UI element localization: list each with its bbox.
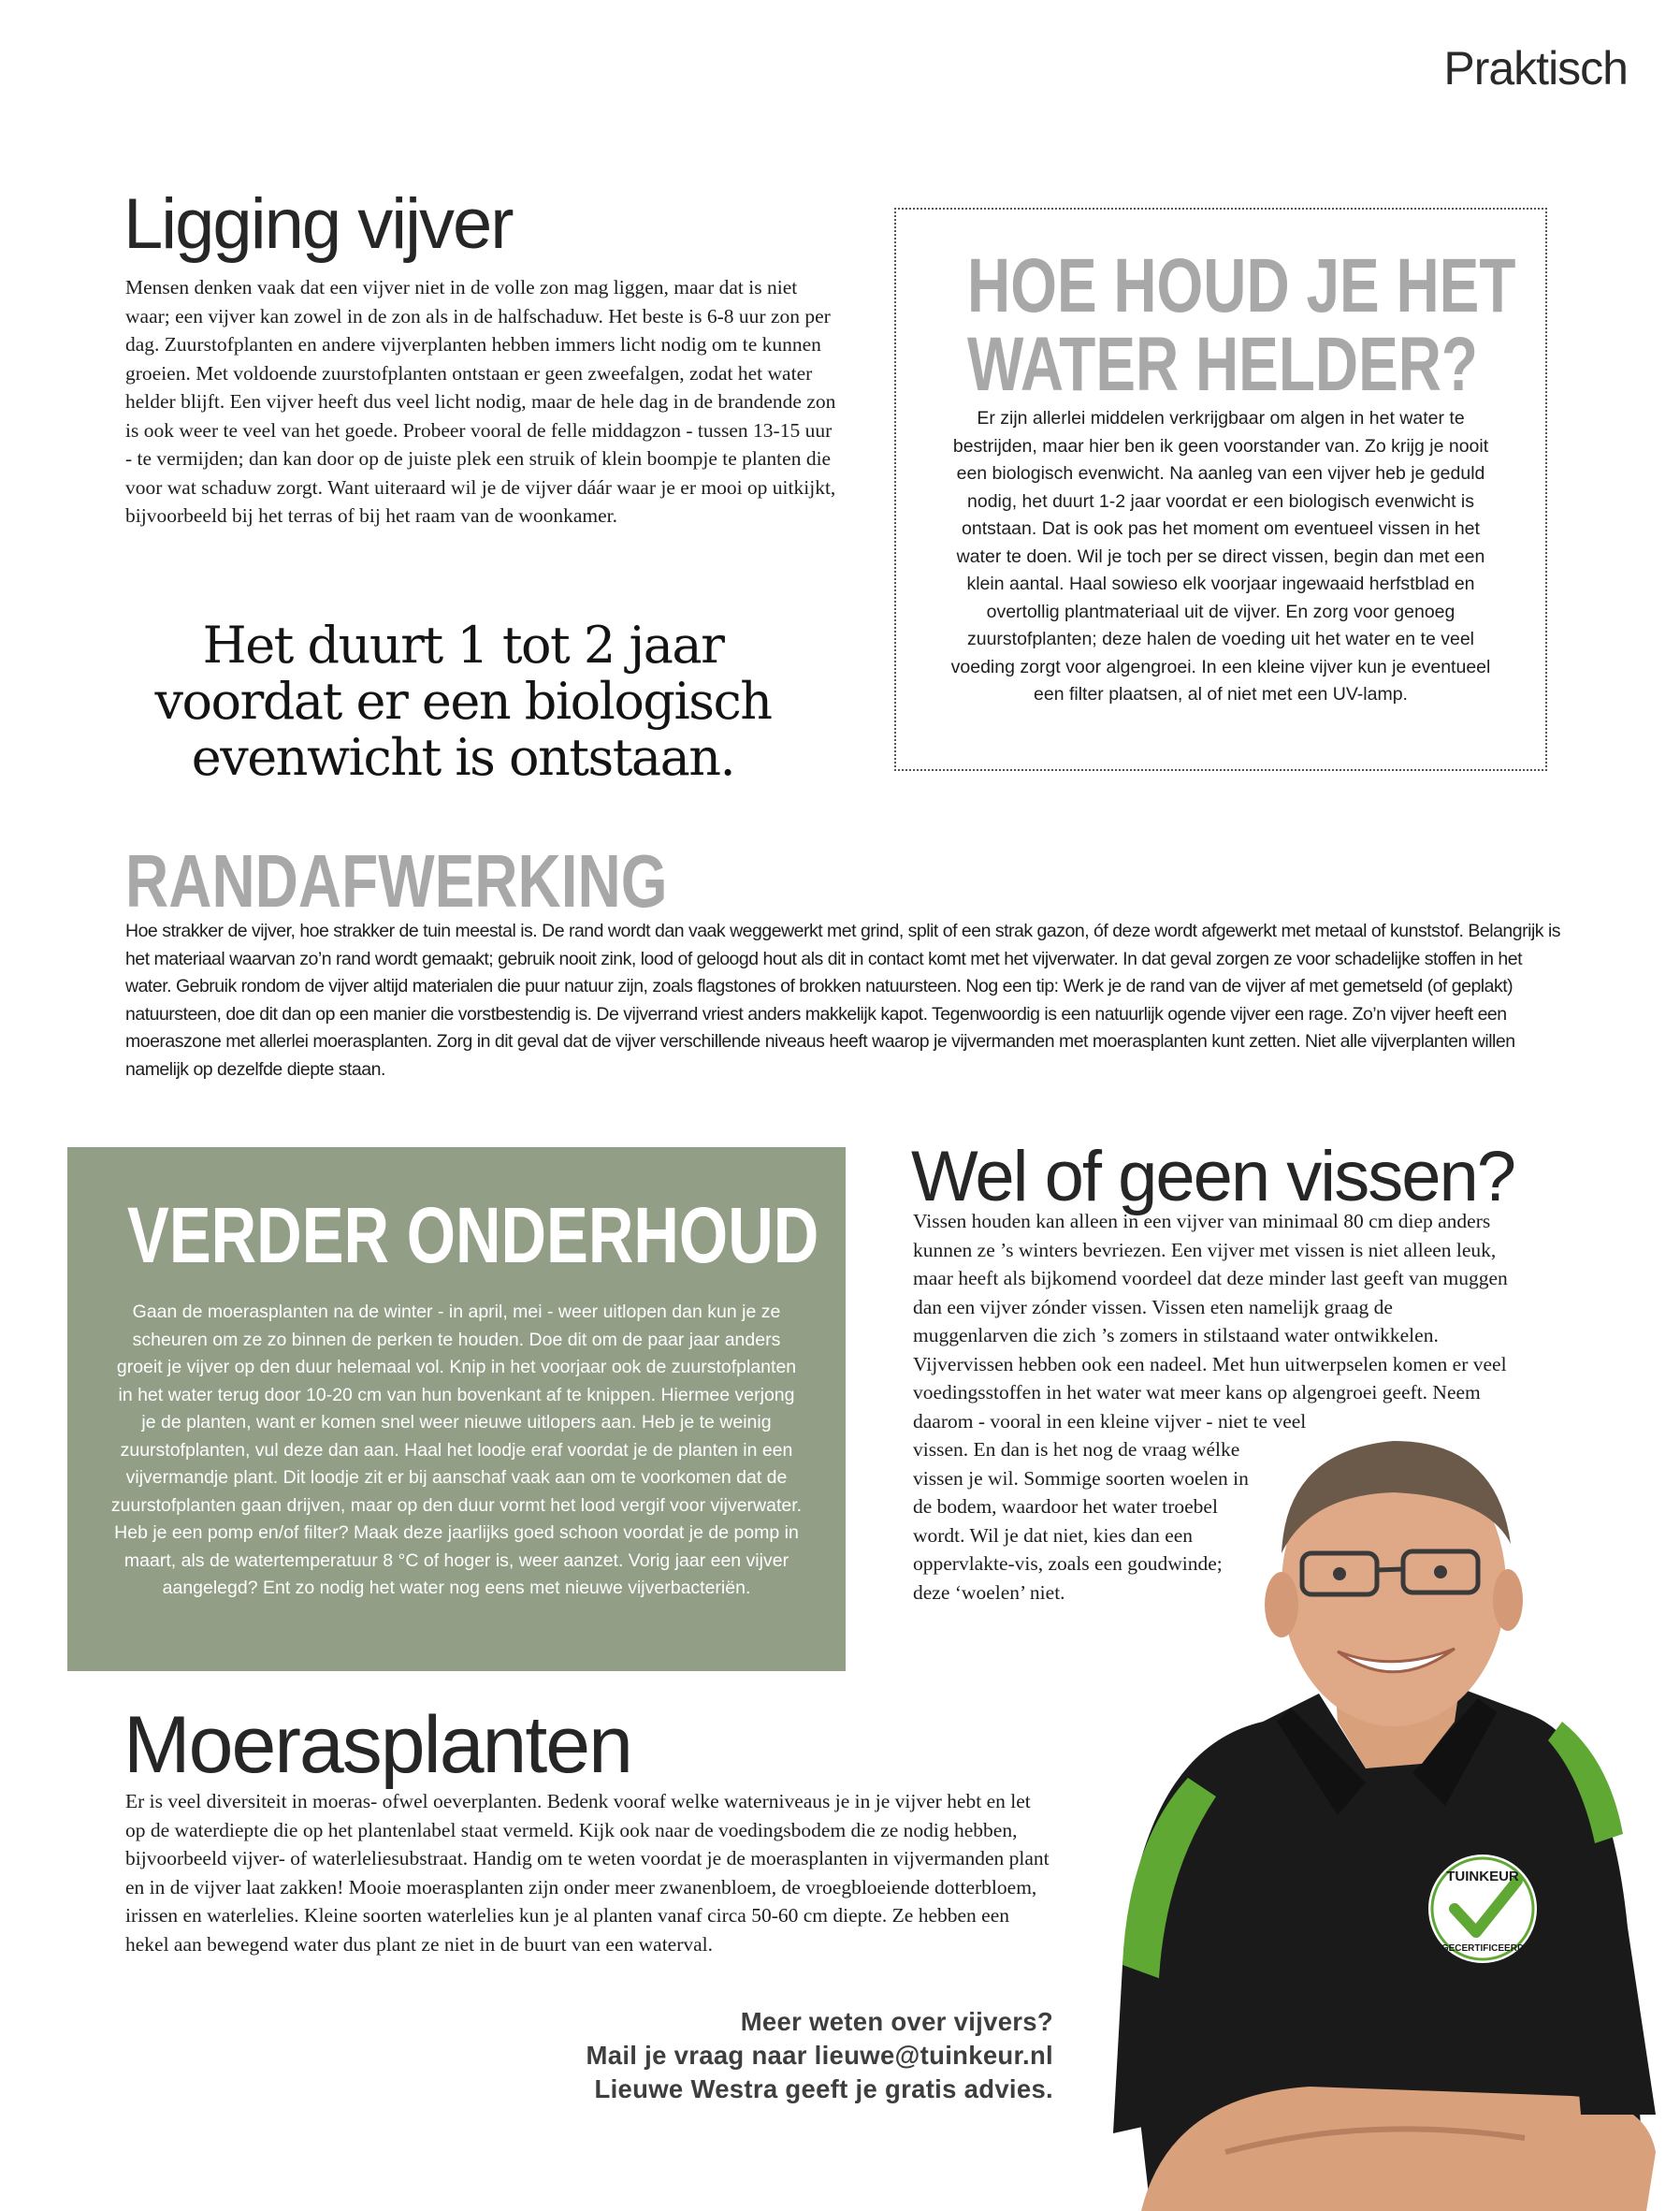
glasses-bridge <box>1377 1569 1403 1570</box>
section-label: Praktisch <box>1443 42 1628 95</box>
advice-line: Lieuwe Westra geeft je gratis advies. <box>594 2074 1053 2103</box>
helder-body: Er zijn allerlei middelen verkrijgbaar om algen in het water te bestrijden, maar hier ben ik geen voorstander van. Zo krijg je nooit een biologisch evenwicht. Na aanleg van een vijver heb je geduld nodig, het duurt 1-2 jaar voordat er een biologisch evenwicht is ontstaan. Dat is ook pas het moment om eventueel vissen in het water te doen. Wil je toch per se direct vissen, begin dan met een klein aantal. Haal sowieso elk voorjaar ingewaaid herfstblad en overtollig plantmateriaal uit de vijver. En zorg voor genoeg zuurstofplanten; deze halen de voeding uit het water en te veel voeding zorgt voor algengroei. In een kleine vijver kun je eventueel een filter plaatsen, al of niet met een UV-lamp. <box>950 408 1491 705</box>
onderhoud-title: VERDER ONDERHOUD <box>127 1191 819 1279</box>
randafwerking-body: Hoe strakker de vijver, hoe strakker de tuin meestal is. De rand wordt dan vaak weggewerkt met grind, split of een strak gazon, óf deze wordt afgewerkt met metaal of kunststof. Belangrijk is het materiaal waarvan zo’n rand wordt gemaakt; gebruik nooit zink, lood of geloogd hout als dit in contact komt met het vijverwater. In dat geval zorgen ze voor schadelijke stoffen in het water. Gebruik rondom de vijver altijd materialen die puur natuur zijn, zoals flagstones of brokken natuursteen. Nog een tip: Werk je de rand van de vijver af met gemetseld (of geplakt) natuursteen, doe dit dan op een manier die vorstbestendig is. De vijverrand vriest anders makkelijk kapot. Tegenwoordig is een natuurlijk ogende vijver een rage. Zo’n vijver heeft een moeraszone met allerlei moerasplanten. Zorg in dit geval dat de vijver verschillende niveaus heeft waarop je vijvermanden met moerasplanten kunt zetten. Niet alle vijverplanten willen namelijk op dezelfde diepte staan. <box>125 921 1561 1080</box>
ligging-title: Ligging vijver <box>123 184 513 264</box>
helder-title-line: WATER HELDER? <box>967 322 1479 407</box>
expert-portrait <box>1085 1441 1680 2211</box>
vissen-body-narrow: vissen. En dan is het nog de vraag wélke vissen je wil. Sommige soorten woelen in de bodem, waardoor het water troebel wordt. Wil je dat niet, kies dan een oppervlakte-vis, zoals een goudwinde; deze ‘woelen’ niet. <box>913 1438 1249 1604</box>
vissen-title: Wel of geen vissen? <box>911 1137 1514 1216</box>
ligging-body: Mensen denken vaak dat een vijver niet in de volle zon mag liggen, maar dat is niet waar; een vijver kan zowel in de zon als in de halfschaduw. Het beste is 6-8 uur zon per dag. Zuurstofplanten en andere vijverplanten hebben immers licht nodig om te kunnen groeien. Met voldoende zuurstofplanten ontstaan er geen zweefalgen, zodat het water helder blijft. Een vijver heeft dus veel licht nodig, maar de hele dag in de brandende zon is ook weer te veel van het goede. Probeer vooral de felle middagzon - tussen 13-15 uur - te vermijden; dan kan door op de juiste plek een struik of klein boompje te planten die voor wat schaduw zorgt. Want uiteraard wil je de vijver dáár waar je er mooi op uitkijkt, bijvoorbeeld bij het terras of bij het raam van de woonkamer. <box>125 276 836 527</box>
pull-quote-line: Het duurt 1 tot 2 jaar <box>202 616 724 675</box>
helder-title <box>967 243 1516 407</box>
randafwerking-title: RANDAFWERKING <box>125 839 668 923</box>
pull-quote <box>103 618 823 786</box>
advice-email-line: Mail je vraag naar lieuwe@tuinkeur.nl <box>586 2041 1053 2070</box>
eye <box>1333 1567 1346 1580</box>
helder-title-line: HOE HOUD JE HET <box>967 243 1516 328</box>
eye <box>1434 1565 1447 1578</box>
advice-callout <box>440 2005 1053 2106</box>
onderhoud-body: Gaan de moerasplanten na de winter - in april, mei - weer uitlopen dan kun je ze scheuren om ze zo binnen de perken te houden. Doe dit om de paar jaar anders groeit je vijver op den duur helemaal vol. Knip in het voorjaar ook de zuurstofplanten in het water terug door 10-20 cm van hun bovenkant af te knippen. Hiermee verjong je de planten, want er komen snel weer nieuwe uitlopers aan. Heb je te weinig zuurstofplanten, vul deze dan aan. Haal het loodje eraf voordat je de planten in een vijvermandje plant. Dit loodje zit er bij aanschaf vaak aan om te voorkomen dat de zuurstofplanten gaan drijven, maar op den duur vormt het lood vergif voor vijverwater. Heb je een pomp en/of filter? Maak deze jaarlijks goed schoon voordat je de pomp in maart, als de watertemperatuur 8 °C of hoger is, weer aanzet. Vorig jaar een vijver aangelegd? Ent zo nodig het water nog eens met nieuwe vijverbacteriën. <box>110 1302 803 1598</box>
pull-quote-line: evenwicht is ontstaan. <box>191 728 735 787</box>
badge-text: GECERTIFICEERD <box>1441 1943 1525 1954</box>
advice-line: Meer weten over vijvers? <box>740 2007 1053 2036</box>
ear <box>1493 1569 1523 1631</box>
badge-text: TUINKEUR <box>1446 1869 1519 1884</box>
vissen-body-wide: Vissen houden kan alleen in een vijver van minimaal 80 cm diep anders kunnen ze ’s winters bevriezen. Een vijver met vissen is niet alleen leuk, maar heeft als bijkomend voordeel dat deze minder last geeft van muggen dan een vijver zónder vissen. Vissen eten namelijk graag de muggenlarven die zich ’s zomers in stilstaand water ontwikkelen. Vijvervissen hebben ook een nadeel. Met hun uitwerpselen komen er veel voedingsstoffen in het water wat meer kans op algengroei geeft. Neem daarom - vooral in een kleine vijver - niet te veel <box>913 1210 1508 1433</box>
moeras-title: Moerasplanten <box>123 1700 631 1790</box>
tuinkeur-badge <box>1428 1855 1537 1963</box>
ear <box>1265 1572 1298 1637</box>
pull-quote-line: voordat er een biologisch <box>154 672 772 731</box>
moeras-body: Er is veel diversiteit in moeras- ofwel oeverplanten. Bedenk vooraf welke waterniveaus je in je vijver hebt en let op de waterdiepte die op het plantenlabel staat vermeld. Kijk ook naar de voedingsbodem die ze nodig hebben, bijvoorbeeld vijver- of waterleliesubstraat. Handig om te weten voordat je de moerasplanten in vijvermanden plant en in de vijver laat zakken! Mooie moerasplanten zijn onder meer zwanenbloem, de vroegbloeiende dotterbloem, irissen en waterlelies. Kleine soorten waterlelies kun je al planten vanaf circa 50-60 cm diepte. Ze hebben een hekel aan bewegend water dus plant ze niet in de buurt van een waterval. <box>125 1790 1050 1956</box>
